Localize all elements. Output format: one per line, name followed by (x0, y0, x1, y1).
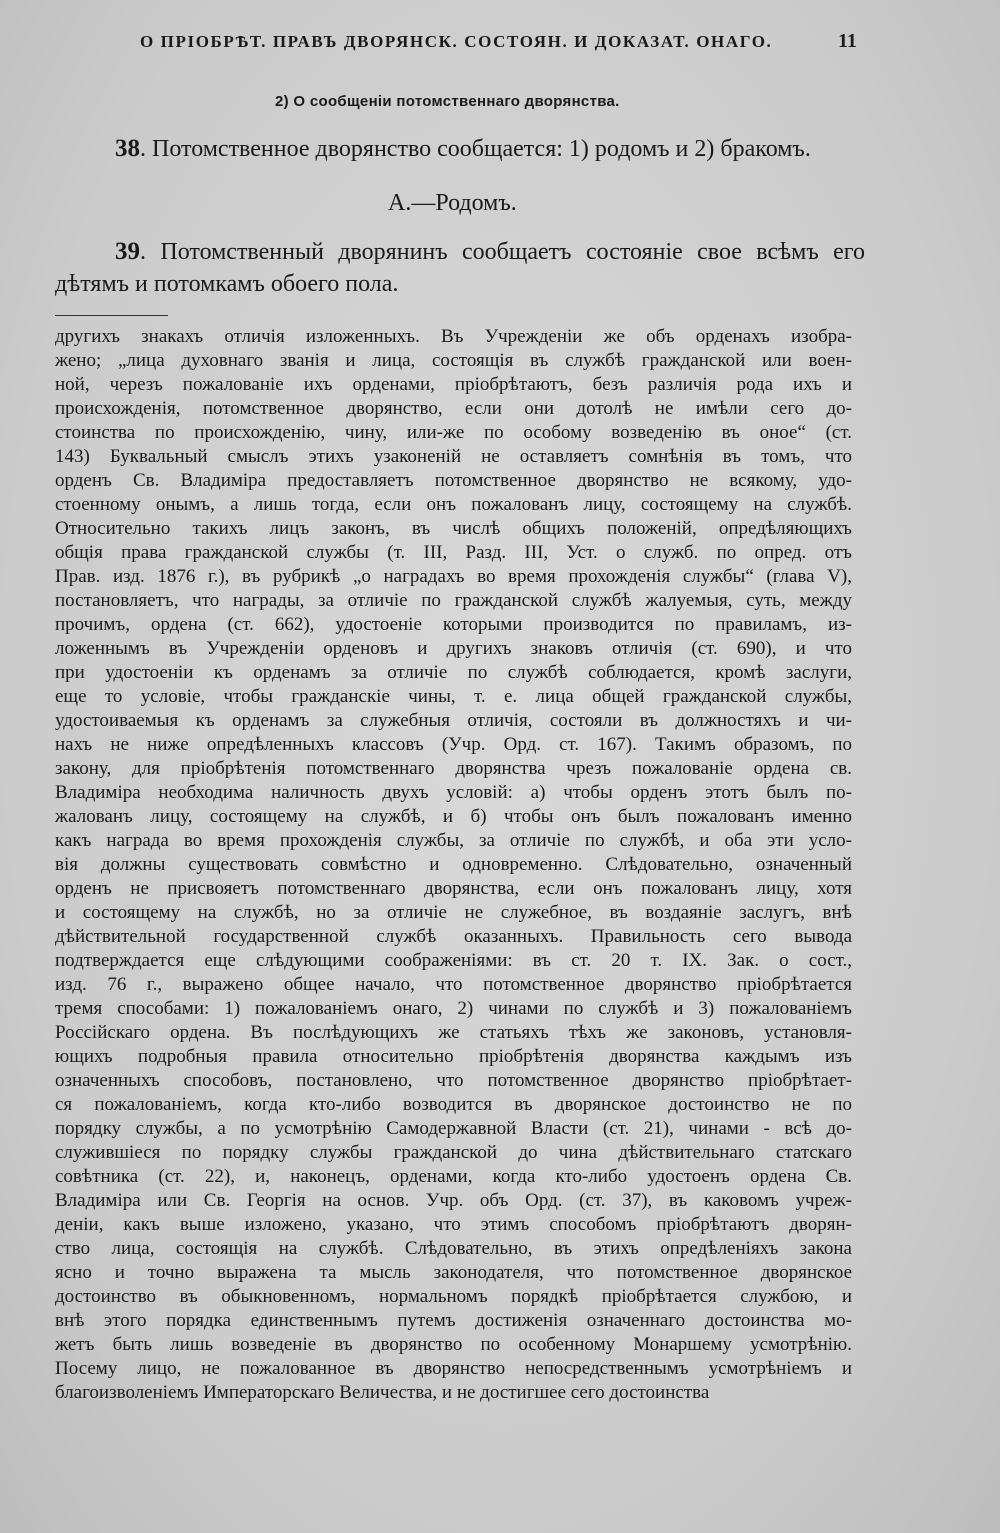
footnote-line: жетъ быть лишь возведеніе въ дворянство по особенному Монаршему усмотрѣнію. (55, 1334, 852, 1355)
footnote-line: жено; „лица духовнаго званія и лица, состоящія въ службѣ гражданской или воен- (55, 350, 852, 371)
footnote-line: удостоиваемыя къ орденамъ за служебныя отличія, состояли въ должностяхъ и чи- (55, 710, 852, 731)
footnote-line: ся пожалованіемъ, когда кто-либо возводится въ дворянское достоинство не по (55, 1094, 852, 1115)
footnote-line: ющихъ подробныя правила относительно пріобрѣтенія дворянства каждымъ изъ (55, 1046, 852, 1067)
footnote-line: стоинства по происхожденію, чину, или-же по особому возведенію въ оное“ (ст. (55, 422, 852, 443)
footnote-line: еще то условіе, чтобы гражданскіе чины, т. е. лица общей гражданской службы, (55, 686, 852, 707)
footnote-line: при удостоеніи къ орденамъ за отличіе по службѣ соблюдается, кромѣ заслуги, (55, 662, 852, 683)
footnote-line: дѣйствительной государственной службѣ оказанныхъ. Правильность сего вывода (55, 926, 852, 947)
footnote-line: орденъ не присвояетъ потомственнаго дворянства, если онъ пожалованъ лицу, хотя (55, 878, 852, 899)
article-text: Потомственный дворянинъ сообщаетъ состояніе свое всѣмъ его дѣтямъ и потомкамъ обоего пола. (55, 239, 866, 297)
footnote-line: постановляетъ, что награды, за отличіе по гражданской службѣ жалуемыя, суть, между (55, 590, 852, 611)
footnote-line: изд. 76 г., выражено общее начало, что потомственное дворянство пріобрѣтается (55, 974, 852, 995)
footnote-line: ложеннымъ въ Учрежденіи орденовъ и другихъ знаковъ отличія (ст. 690), и что (55, 638, 852, 659)
footnote-line: порядку службы, а по усмотрѣнію Самодержавной Власти (ст. 21), чинами - всѣ до- (55, 1118, 852, 1139)
article-number: 38 (115, 135, 140, 162)
footnote-line: Россійскаго ордена. Въ послѣдующихъ же статьяхъ тѣхъ же законовъ, установля- (55, 1022, 852, 1043)
footnote-line: внѣ этого порядка единственнымъ путемъ достиженія означеннаго достоинства мо- (55, 1310, 852, 1331)
footnote-line: Посему лицо, не пожалованное въ дворянство непосредственнымъ усмотрѣніемъ и (55, 1358, 852, 1379)
footnote-line: прочимъ, ордена (ст. 662), удостоеніе которыми производится по правиламъ, из- (55, 614, 852, 635)
footnote-line: орденъ Св. Владиміра предоставляетъ потомственное дворянство не всякому, удо- (55, 470, 852, 491)
footnote-line: означенныхъ способовъ, постановлено, что потомственное дворянство пріобрѣтает- (55, 1070, 852, 1091)
footnote-line: общія права гражданской службы (т. III, Разд. III, Уст. о служб. по опред. отъ (55, 542, 852, 563)
footnote-line: ной, черезъ пожалованіе ихъ орденами, пріобрѣтаютъ, безъ различія рода ихъ и (55, 374, 852, 395)
footnote-line: ство лица, состоящія на службѣ. Слѣдовательно, въ этихъ опредѣленіяхъ закона (55, 1238, 852, 1259)
article-period: . (140, 239, 146, 265)
footnote-line: стоенному онымъ, а лишь тогда, если онъ пожалованъ лицу, состоящему на службѣ. (55, 494, 852, 515)
article-number: 39 (115, 238, 140, 265)
section-subheading: 2) О сообщеніи потомственнаго дворянства. (275, 93, 620, 110)
footnote-line: Относительно такихъ лицъ законъ, въ числѣ общихъ положеній, опредѣляющихъ (55, 518, 852, 539)
footnote-line: тремя способами: 1) пожалованіемъ онаго, 2) чинами по службѣ и 3) пожалованіемъ (55, 998, 852, 1019)
footnote-divider (55, 315, 168, 316)
footnote-line: совѣтника (ст. 22), и, наконецъ, орденами, когда кто-либо удостоенъ ордена Св. (55, 1166, 852, 1187)
footnote-line: ясно и точно выражена та мысль законодателя, что потомственное дворянское (55, 1262, 852, 1283)
footnote-line: деніи, какъ выше изложено, указано, что этимъ способомъ пріобрѣтаютъ дворян- (55, 1214, 852, 1235)
footnote-line: Владиміра необходима наличность двухъ условій: а) чтобы орденъ этотъ былъ по- (55, 782, 852, 803)
footnote-line: какъ награда во время прохожденія службы, за отличіе по службѣ, и оба эти усло- (55, 830, 852, 851)
page-number: 11 (838, 30, 857, 52)
footnote-line: и состоящему на службѣ, но за отличіе не служебное, въ воздаяніе заслугъ, внѣ (55, 902, 852, 923)
article-period: . (140, 136, 146, 162)
footnote-line: вія должны существовать совмѣстно и одновременно. Слѣдовательно, означенный (55, 854, 852, 875)
footnote-line: подтверждается еще слѣдующими соображеніями: въ ст. 20 т. IX. Зак. о сост., (55, 950, 852, 971)
footnote-line: достоинство въ обыкновенномъ, нормальномъ порядкѣ пріобрѣтается службою, и (55, 1286, 852, 1307)
footnote-line: служившіеся по порядку службы гражданской до чина дѣйствительнаго статскаго (55, 1142, 852, 1163)
footnote-line: происхожденія, потомственное дворянство, если они дотолѣ не имѣли сего до- (55, 398, 852, 419)
footnote-line: жалованъ лицу, состоящему на службѣ, и б) чтобы онъ былъ пожалованъ именно (55, 806, 852, 827)
article-38 (115, 133, 875, 165)
footnote-line: благоизволеніемъ Императорскаго Величества, и не достигшее сего достоинства (55, 1382, 710, 1403)
subsection-heading: А.—Родомъ. (388, 190, 517, 216)
footnote-line: Владиміра или Св. Георгія на основ. Учр. объ Орд. (ст. 37), въ каковомъ учреж- (55, 1190, 852, 1211)
article-text: Потомственное дворянство сообщается: 1) родомъ и 2) бракомъ. (152, 136, 811, 162)
footnote-line: закону, для пріобрѣтенія потомственнаго дворянства чрезъ пожалованіе ордена св. (55, 758, 852, 779)
footnote-line: другихъ знакахъ отличія изложенныхъ. Въ Учрежденіи же объ орденахъ изобра- (55, 326, 852, 347)
footnote-line: 143) Буквальный смыслъ этихъ узаконеній не оставляетъ сомнѣнія въ томъ, что (55, 446, 852, 467)
footnote-line: нахъ не ниже опредѣленныхъ классовъ (Учр. Орд. ст. 167). Такимъ образомъ, по (55, 734, 852, 755)
footnote-line: Прав. изд. 1876 г.), въ рубрикѣ „о наградахъ во время прохожденія службы“ (глава V), (55, 566, 852, 587)
running-title: О ПРІОБРѢТ. ПРАВЪ ДВОРЯНСК. СОСТОЯН. И ДОКАЗАТ. ОНАГО. (140, 32, 773, 51)
article-39 (55, 236, 865, 300)
footnote (55, 325, 852, 1405)
